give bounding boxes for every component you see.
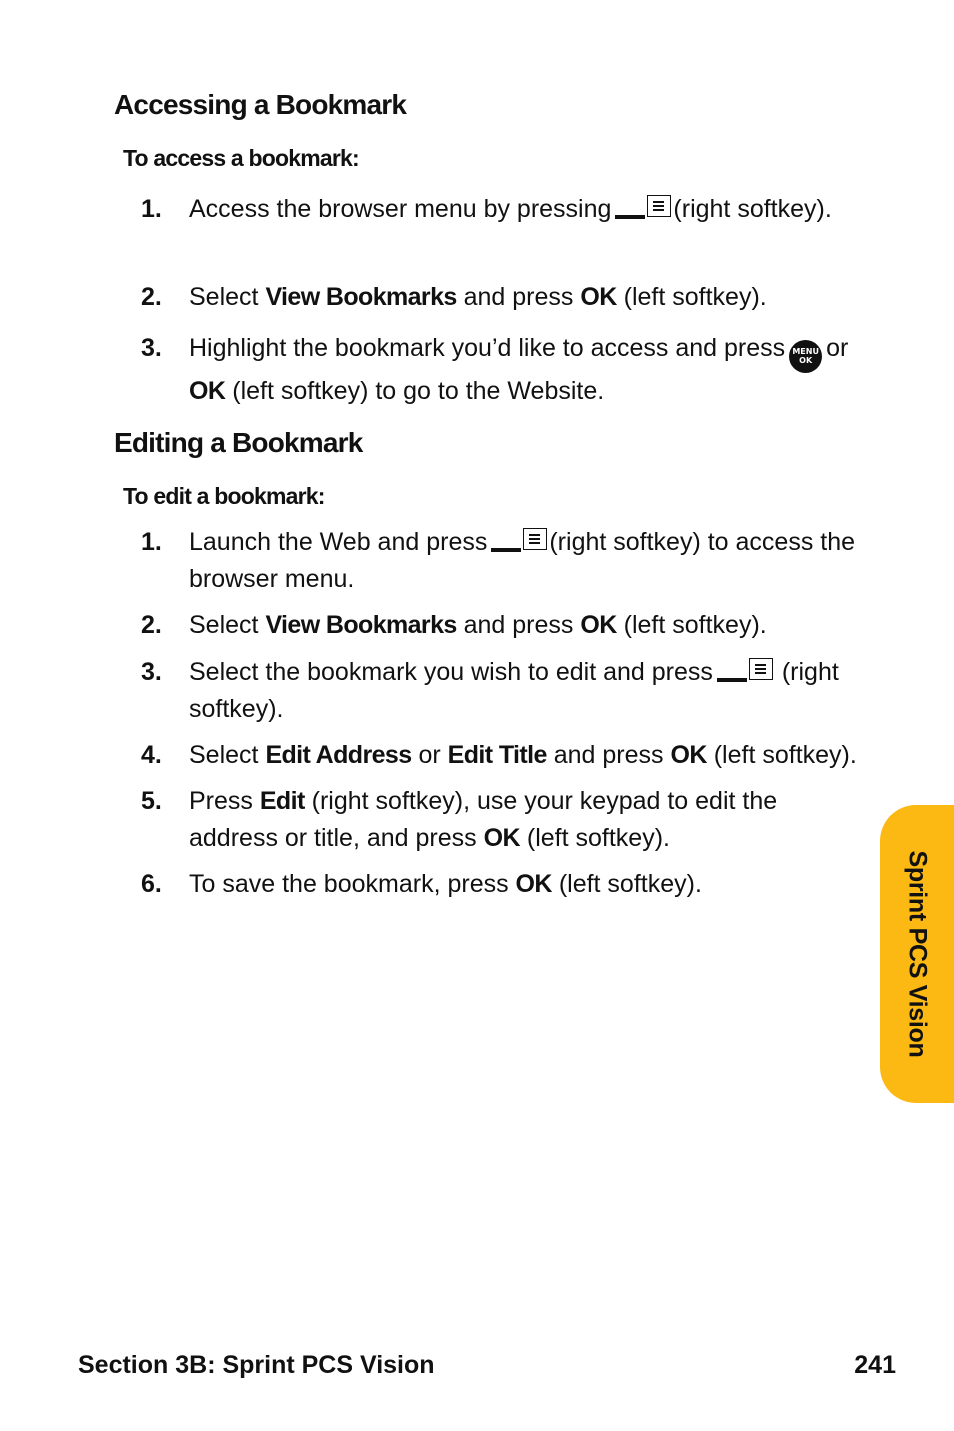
step-number: 3. bbox=[141, 334, 162, 362]
menu-softkey-icon bbox=[491, 528, 547, 552]
step-number: 6. bbox=[141, 870, 162, 898]
step-number: 2. bbox=[141, 283, 162, 311]
step-text: Select the bookmark you wish to edit and press (right softkey). bbox=[189, 658, 839, 723]
step-number: 2. bbox=[141, 611, 162, 639]
list-item bbox=[141, 654, 871, 727]
list-item bbox=[141, 330, 871, 410]
section-heading-editing: Editing a Bookmark bbox=[114, 427, 363, 458]
menu-softkey-icon bbox=[615, 195, 671, 219]
list-item bbox=[141, 783, 871, 856]
list-item bbox=[141, 279, 871, 316]
section-heading-accessing: Accessing a Bookmark bbox=[114, 89, 407, 120]
subheading-to-edit: To edit a bookmark: bbox=[123, 483, 325, 509]
step-text: Press Edit (right softkey), use your keypad to edit the address or title, and press OK (left softkey). bbox=[189, 787, 778, 852]
subheading-to-access: To access a bookmark: bbox=[123, 145, 359, 171]
step-text: Launch the Web and press (right softkey) to access the browser menu. bbox=[189, 528, 856, 593]
step-number: 4. bbox=[141, 741, 162, 769]
step-text: Select Edit Address or Edit Title and press OK (left softkey). bbox=[189, 741, 857, 769]
step-number: 3. bbox=[141, 658, 162, 686]
list-item bbox=[141, 524, 871, 597]
step-text: Select View Bookmarks and press OK (left softkey). bbox=[189, 283, 767, 311]
step-number: 5. bbox=[141, 787, 162, 815]
list-item bbox=[141, 607, 871, 644]
page-number: 241 bbox=[854, 1351, 896, 1379]
list-item bbox=[141, 737, 871, 774]
footer-section: Section 3B: Sprint PCS Vision bbox=[78, 1351, 435, 1379]
list-item bbox=[141, 866, 871, 903]
menu-softkey-icon bbox=[717, 658, 773, 682]
side-tab-label: Sprint PCS Vision bbox=[903, 850, 932, 1058]
side-tab bbox=[880, 805, 954, 1103]
step-text: To save the bookmark, press OK (left softkey). bbox=[189, 870, 702, 898]
step-text: Access the browser menu by pressing (right softkey). bbox=[189, 195, 832, 223]
step-number: 1. bbox=[141, 195, 162, 223]
step-number: 1. bbox=[141, 528, 162, 556]
step-text: Highlight the bookmark you’d like to access and press MENU OK or OK (left softkey) to go to the Website. bbox=[189, 334, 849, 405]
step-text: Select View Bookmarks and press OK (left softkey). bbox=[189, 611, 767, 639]
menu-ok-key-icon: MENU OK bbox=[789, 340, 822, 373]
list-item bbox=[141, 191, 871, 228]
